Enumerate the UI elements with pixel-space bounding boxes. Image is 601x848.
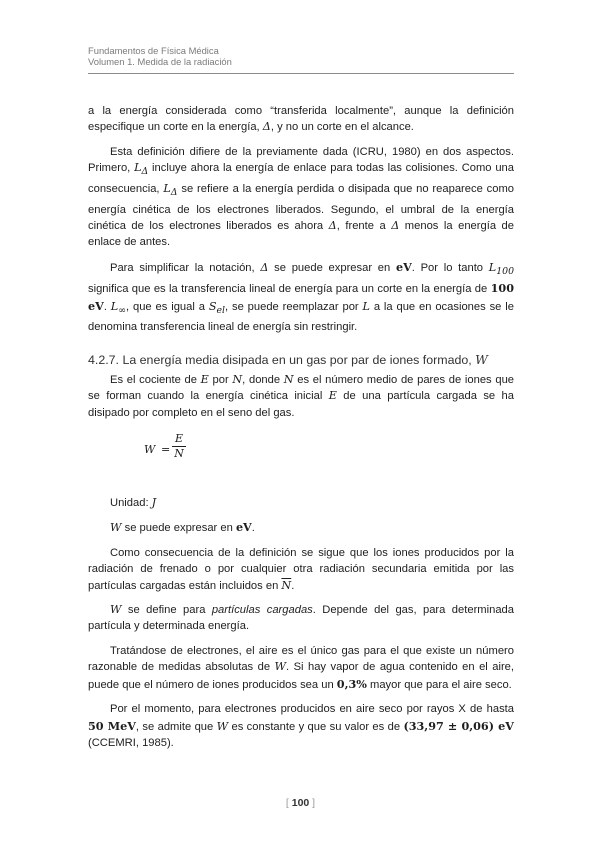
paragraph-notation: Para simplificar la notación, Δ se puede expresar en eV. Por lo tanto $L_{100}$ significa que es la transferencia lineal de energía para un corte en la energía de 100 eV. $L_\infty$, que es igual a $S_{el}$, se puede reemplazar por L a la que en ocasiones se le denomina transferencia lineal de energía sin restringir. <box>88 259 515 334</box>
paragraph-charged-particles: W se define para partículas cargadas. Depende del gas, para determinada partícula y determinada energía. <box>88 603 514 633</box>
paragraph-bremsstrahlung: Como consecuencia de la definición se sigue que los iones producidos por la radiación de frenado o por cualquier otra radiación secundaria emitida por las partículas cargadas están incluidos en $\overline{N}$. <box>88 546 514 592</box>
section-heading: 4.2.7. La energía media disipada en un gas por par de iones formado, W <box>88 351 488 367</box>
formula-w <box>88 421 514 485</box>
book-title: Fundamentos de Física Médica <box>88 45 219 56</box>
volume-title: Volumen 1. Medida de la radiación <box>88 56 232 68</box>
page-number-value: 100 <box>291 797 310 809</box>
running-head <box>88 45 232 68</box>
paragraph-definition-difference: Esta definición difiere de la previamente dada (ICRU, 1980) en dos aspectos. Primero, $L_\Delta$ incluye ahora la energía de enlace para todas las colisiones. Como una consecuencia, $L_\Delta$ se refiere a la energía perdida o disipada que no reaparece como energía cinética de los electrones liberados. Segundo, el umbral de la energía cinética de los electrones liberados es ahora Δ, frente a Δ menos la energía de enlace de antes. <box>88 145 514 249</box>
paragraph-electrons-air: Tratándose de electrones, el aire es el único gas para el que existe un número razonable de medidas absolutas de W. Si hay vapor de agua contenido en el aire, puede que el número de iones producidos sea un 0,3% mayor que para el aire seco. <box>88 644 514 691</box>
formula-denominator: N <box>174 447 184 461</box>
formula-equals: = <box>161 443 171 457</box>
paragraph-unit: Unidad: J <box>110 496 157 510</box>
paragraph-w-value: Por el momento, para electrones producidos en aire seco por rayos X de hasta 50 MeV, se admite que W es constante y que su valor es de (33,97 ± 0,06) eV (CCEMRI, 1985). <box>88 703 514 749</box>
paragraph-quotient: Es el cociente de E por N, donde N es el número medio de pares de iones que se forman cuando la energía cinética inicial E de una partícula cargada se ha disipado por completo en el seno del gas. <box>88 372 515 419</box>
formula-fraction <box>172 433 186 460</box>
body-text <box>88 103 514 759</box>
header-divider <box>88 73 514 74</box>
page-number: [ 100 ] <box>285 797 316 809</box>
paragraph-energy-cut: a la energía considerada como “transferida localmente”, aunque la definición especifique un corte en la energía, Δ, y no un corte en el alcance. <box>88 105 514 134</box>
paragraph-ev: W se puede expresar en eV. <box>110 520 255 535</box>
formula-numerator: E <box>174 432 184 446</box>
formula-lhs: W <box>144 443 156 457</box>
